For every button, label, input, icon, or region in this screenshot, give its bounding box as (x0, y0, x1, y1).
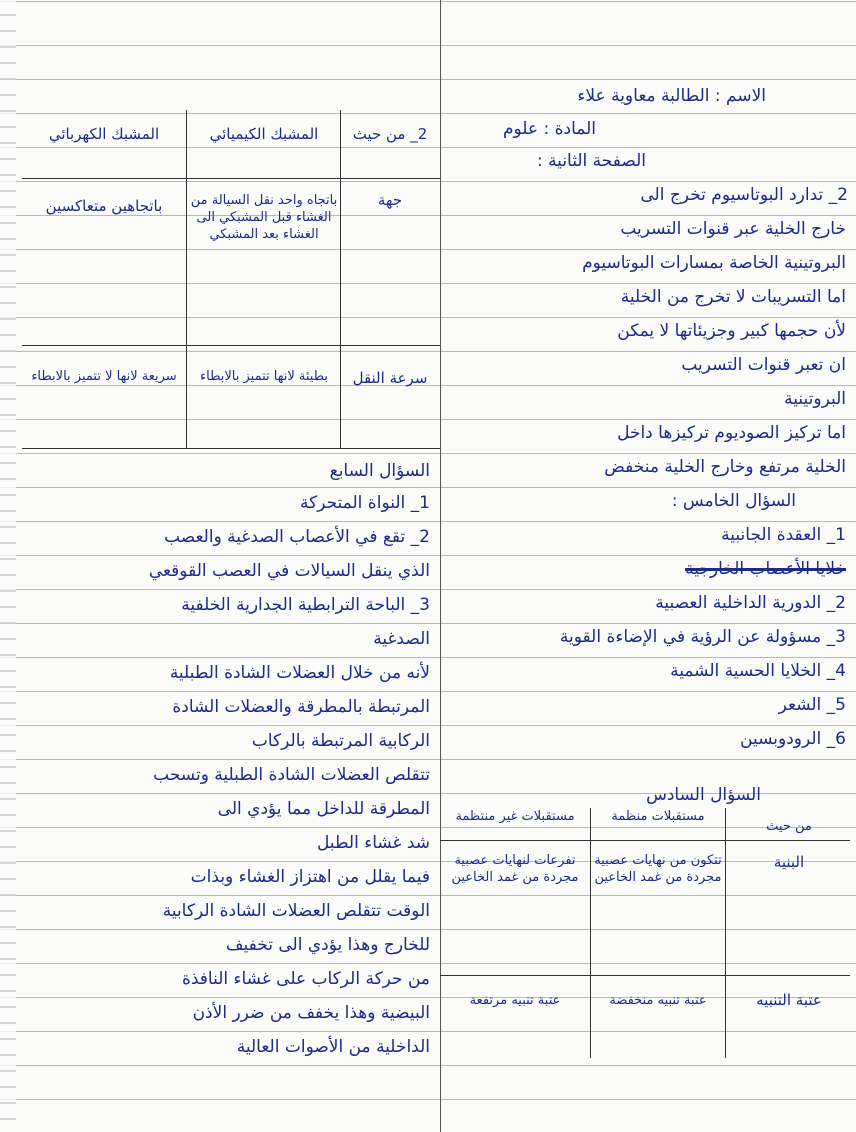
q2-line-8: اما تركيز الصوديوم تركيزها داخل (617, 423, 846, 443)
q7-line-3: الذي ينقل السيالات في العصب القوقعي (148, 561, 430, 581)
q7-line-14: للخارج وهذا يؤدي الى تخفيف (225, 935, 430, 955)
q5-item-3: 3_ مسؤولة عن الرؤية في الإضاءة القوية (559, 627, 846, 647)
q5-item-5: 5_ الشعر (778, 695, 846, 715)
top-table-row1-electrical: باتجاهين متعاكسين (45, 197, 163, 215)
bottom-table-row2-unorganized: عتبة تنبيه مرتفعة (469, 993, 561, 1008)
q7-line-4: 3_ الباحة الترابطية الجدارية الخلفية (181, 595, 430, 615)
q7-line-7: المرتبطة بالمطرقة والعضلات الشادة (172, 697, 430, 717)
q5-title: السؤال الخامس : (671, 491, 796, 511)
top-table-row2-electrical: سريعة لانها لا تتميز بالابطاء (31, 369, 177, 384)
q7-line-10: المطرقة للداخل مما يؤدي الى (217, 799, 430, 819)
bottom-table-header-unorganized: مستقبلات غير منتظمة (455, 809, 575, 824)
bottom-table-col-1 (590, 808, 591, 1058)
top-table-header-electrical: المشبك الكهربائي (48, 125, 160, 143)
q7-line-6: لأنه من خلال العضلات الشادة الطبلية (169, 663, 430, 683)
q2-line-7: البروتينية (784, 389, 846, 409)
q7-line-16: البيضية وهذا يخفف من ضرر الأذن (192, 1003, 430, 1023)
q7-line-12: فيما يقلل من اهتزاز الغشاء وبذات (190, 867, 430, 887)
bottom-table-header-aspect: من حيث (766, 819, 812, 834)
bottom-table-row1-organized: تتكون من نهايات عصبية مجردة من غمد الخاعين (594, 853, 722, 885)
q7-line-8: الركابية المرتبطة بالركاب (251, 731, 430, 751)
q7-line-15: من حركة الركاب على غشاء النافذة (181, 969, 430, 989)
top-table-rule-1 (22, 178, 440, 179)
q7-line-2: 2_ تقع في الأعصاب الصدغية والعصب (164, 527, 430, 547)
top-table-row1-label: جهة (377, 191, 403, 209)
bottom-table-col-2 (725, 808, 726, 1058)
q7-line-9: تتقلص العضلات الشادة الطبلية وتسحب (153, 765, 430, 785)
top-table-col-1 (186, 110, 187, 448)
spiral-binding (0, 0, 16, 1132)
q2-line-3: البروتينية الخاصة بمسارات البوتاسيوم (582, 253, 846, 273)
top-table-header-chemical: المشبك الكيميائي (209, 125, 319, 143)
q7-line-11: شد غشاء الطبل (316, 833, 430, 853)
page-line: الصفحة الثانية : (536, 151, 646, 171)
q2-line-5: لأن حجمها كبير وجزيئاتها لا يمكن (617, 321, 846, 341)
q7-line-5: الصدغية (373, 629, 430, 649)
q6-title: السؤال السادس (646, 785, 761, 805)
top-table-header-aspect: 2_ من حيث (352, 125, 428, 143)
bottom-table-rule-1 (440, 840, 850, 841)
student-name: الاسم : الطالبة معاوية علاء (577, 86, 766, 106)
top-table-col-2 (340, 110, 341, 448)
q5-item-2: 2_ الدورية الداخلية العصبية (655, 593, 846, 613)
q2-line-1: 2_ تدارد البوتاسيوم تخرج الى (640, 185, 848, 205)
q5-item-1: 1_ العقدة الجانبية (721, 525, 846, 545)
q7-line-1: 1_ النواة المتحركة (299, 493, 430, 513)
bottom-table-row2-label: عتبة التنبيه (756, 991, 822, 1009)
q2-line-2: خارج الخلية عبر قنوات التسريب (620, 219, 846, 239)
q5-item-4: 4_ الخلايا الحسية الشمية (670, 661, 846, 681)
top-table-row1-chemical: باتجاه واحد نقل السيالة من الغشاء قبل المشبكي الى الغشاء بعد المشبكي (190, 193, 338, 242)
bottom-table-row2-organized: عتبة تنبيه منخفضة (609, 993, 707, 1008)
q2-line-9: الخلية مرتفع وخارج الخلية منخفض (604, 457, 846, 477)
q7-line-13: الوقت تتقلص العضلات الشادة الركابية (162, 901, 430, 921)
q5-item-crossed: خلايا الأعصاب الخارجية (685, 559, 846, 579)
top-table-rule-3 (22, 448, 440, 449)
q5-item-6: 6_ الرودوبسين (740, 729, 846, 749)
bottom-table-row1-label: البنية (773, 853, 805, 871)
q2-line-6: ان تعبر قنوات التسريب (681, 355, 846, 375)
top-table-row2-label: سرعة النقل (352, 369, 428, 387)
q7-title: السؤال السابع (329, 461, 430, 481)
bottom-table-row1-unorganized: تفرعات لنهايات عصبية مجردة من غمد الخاعين (451, 853, 579, 885)
q2-line-4: اما التسريبات لا تخرج من الخلية (620, 287, 846, 307)
subject-line: المادة : علوم (502, 119, 596, 139)
bottom-table-header-organized: مستقبلات منظمة (611, 809, 705, 824)
q7-line-17: الداخلية من الأصوات العالية (236, 1037, 430, 1057)
top-table-row2-chemical: بطيئة لانها تتميز بالابطاء (200, 369, 328, 384)
bottom-table-rule-2 (440, 975, 850, 976)
top-table-rule-2 (22, 345, 440, 346)
